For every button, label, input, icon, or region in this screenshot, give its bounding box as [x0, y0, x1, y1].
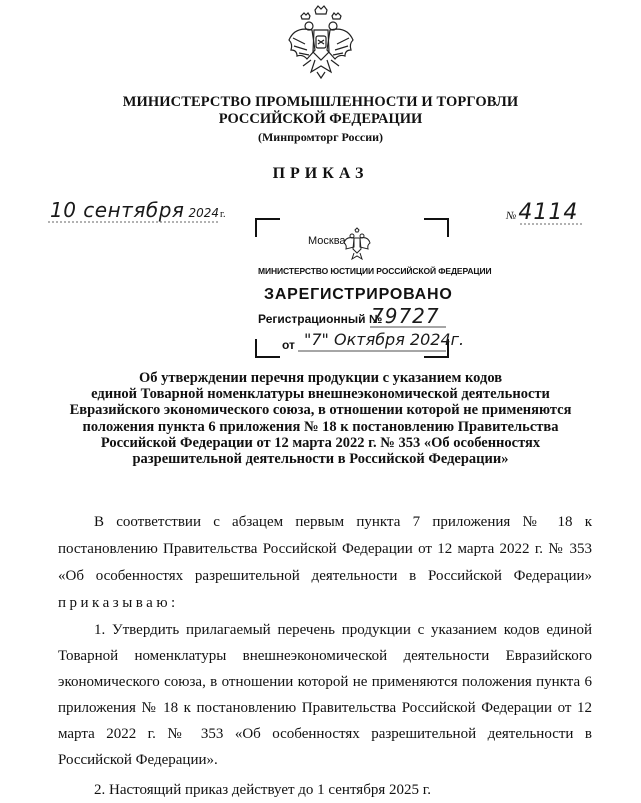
handwritten-date: 10 сентября: [50, 198, 185, 222]
date-underline: [48, 219, 218, 225]
registration-stamp: [254, 217, 492, 359]
ministry-name-line1: МИНИСТЕРСТВО ПРОМЫШЛЕННОСТИ И ТОРГОВЛИ: [122, 94, 519, 110]
title-line: разрешительной деятельности в Российской Федерации»: [132, 451, 509, 468]
stamp-reg-date: "7" Октября 2024г.: [304, 330, 465, 349]
stamp-reg-label: Регистрационный №: [258, 312, 383, 326]
russian-coat-of-arms-icon: [285, 4, 357, 82]
ministry-name-line2: РОССИЙСКОЙ ФЕДЕРАЦИИ: [218, 111, 423, 127]
preamble-paragraph: [58, 509, 592, 617]
stamp-city: Москва: [308, 235, 346, 247]
year-suffix: г.: [219, 209, 226, 220]
stamp-from-label: от: [282, 338, 295, 352]
stamp-registered: ЗАРЕГИСТРИРОВАНО: [264, 286, 453, 303]
preamble-text: В соответствии с абзацем первым пункта 7 приложения № 18 к постановлению Правительства Российской Федерации от 12 марта 2022 г. № 353 «Об особенностях разрешительной деятельности в Российской Федерации»: [58, 514, 592, 584]
stamp-ministry: МИНИСТЕРСТВО ЮСТИЦИИ РОССИЙСКОЙ ФЕДЕРАЦИИ: [258, 266, 492, 276]
title-line: положения пункта 6 приложения № 18 к постановлению Правительства: [82, 418, 559, 435]
document-body: [58, 509, 592, 803]
title-line: Евразийского экономического союза, в отношении которой не применяются: [69, 402, 572, 419]
number-underline: [520, 221, 584, 227]
number-prefix: №: [506, 210, 517, 222]
title-line: Об утверждении перечня продукции с указанием кодов: [138, 370, 503, 386]
title-line: единой Товарной номенклатуры внешнеэкономической деятельности: [91, 386, 550, 403]
ministry-short-name: (Минпромторг России): [257, 130, 384, 144]
clause-1: 1. Утвердить прилагаемый перечень продукции с указанием кодов единой Товарной номенклатуры внешнеэкономической деятельности Евразийского экономического союза, в отношении которой не применяются положения пункта 6 приложения № 18 к постановлению Правительства Российской Федерации от 12 марта 2022 г. № 353 «Об особенностях разрешительной деятельности в Российской Федерации».: [58, 622, 592, 768]
clause-2: 2. Настоящий приказ действует до 1 сентября 2025 г.: [94, 782, 431, 798]
stamp-emblem-icon: [342, 227, 372, 261]
order-title: ПРИКАЗ: [272, 165, 369, 182]
stamp-reg-number: 79727: [371, 304, 440, 328]
document-title: [60, 370, 581, 467]
orders-word: приказываю:: [58, 595, 179, 611]
handwritten-year: 2024: [188, 206, 219, 220]
handwritten-number: 4114: [518, 200, 579, 225]
title-line: Российской Федерации от 12 марта 2022 г. № 353 «Об особенностях: [100, 434, 541, 451]
